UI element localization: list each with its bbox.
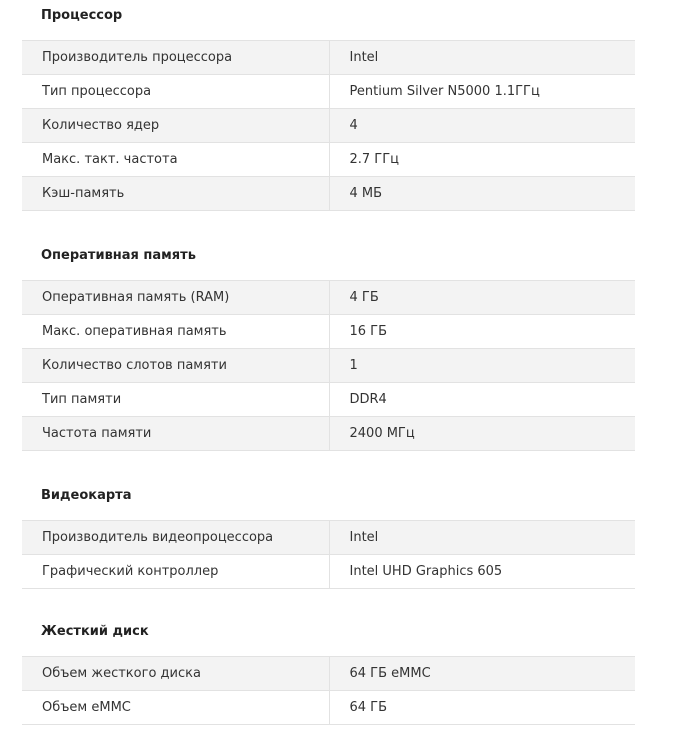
table-row xyxy=(22,349,635,383)
spec-value: 64 ГБ eMMC xyxy=(329,657,635,691)
table-row xyxy=(22,177,635,211)
spec-table-ram xyxy=(22,280,635,451)
spec-label: Графический контроллер xyxy=(22,555,329,589)
spec-table-video xyxy=(22,520,635,589)
spec-value: Intel xyxy=(329,521,635,555)
spec-value: 4 МБ xyxy=(329,177,635,211)
spec-label: Объем жесткого диска xyxy=(22,657,329,691)
table-row xyxy=(22,383,635,417)
section-title-disk: Жесткий диск xyxy=(41,624,149,639)
spec-label: Объем eMMC xyxy=(22,691,329,725)
spec-table-disk xyxy=(22,656,635,725)
spec-label: Количество слотов памяти xyxy=(22,349,329,383)
spec-label: Тип памяти xyxy=(22,383,329,417)
spec-label: Количество ядер xyxy=(22,109,329,143)
table-row xyxy=(22,143,635,177)
spec-value: 4 ГБ xyxy=(329,281,635,315)
spec-label: Производитель процессора xyxy=(22,41,329,75)
table-row xyxy=(22,281,635,315)
spec-value: 4 xyxy=(329,109,635,143)
spec-label: Кэш-память xyxy=(22,177,329,211)
spec-value: Pentium Silver N5000 1.1ГГц xyxy=(329,75,635,109)
spec-value: Intel xyxy=(329,41,635,75)
spec-value: 2.7 ГГц xyxy=(329,143,635,177)
table-row xyxy=(22,521,635,555)
table-row xyxy=(22,41,635,75)
spec-label: Оперативная память (RAM) xyxy=(22,281,329,315)
spec-value: 64 ГБ xyxy=(329,691,635,725)
table-row xyxy=(22,109,635,143)
spec-value: 1 xyxy=(329,349,635,383)
section-title-processor: Процессор xyxy=(41,8,123,23)
spec-value: DDR4 xyxy=(329,383,635,417)
spec-value: 16 ГБ xyxy=(329,315,635,349)
spec-label: Макс. оперативная память xyxy=(22,315,329,349)
table-row xyxy=(22,75,635,109)
spec-label: Частота памяти xyxy=(22,417,329,451)
table-row xyxy=(22,417,635,451)
table-row xyxy=(22,691,635,725)
spec-value: Intel UHD Graphics 605 xyxy=(329,555,635,589)
spec-label: Тип процессора xyxy=(22,75,329,109)
section-title-video: Видеокарта xyxy=(41,488,132,503)
spec-table-processor xyxy=(22,40,635,211)
table-row xyxy=(22,315,635,349)
table-row xyxy=(22,657,635,691)
section-title-ram: Оперативная память xyxy=(41,248,196,263)
spec-label: Производитель видеопроцессора xyxy=(22,521,329,555)
table-row xyxy=(22,555,635,589)
spec-label: Макс. такт. частота xyxy=(22,143,329,177)
spec-value: 2400 МГц xyxy=(329,417,635,451)
